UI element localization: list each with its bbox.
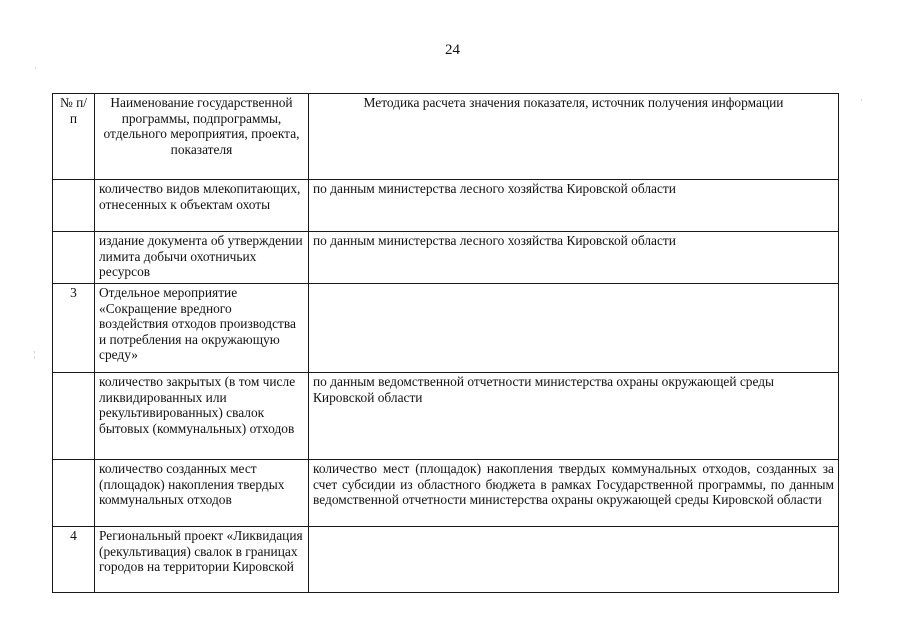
scan-artifact: ¦ — [34, 350, 36, 359]
row-method: по данным ведомственной отчетности министерства охраны окружающей среды Кировской области — [309, 373, 839, 460]
row-method — [309, 527, 839, 593]
header-name: Наименование государственной программы, подпрограммы, отдельного мероприятия, проекта, показателя — [95, 94, 309, 180]
table-header-row — [53, 94, 839, 180]
row-method — [309, 284, 839, 373]
table-row — [53, 460, 839, 527]
row-name: количество видов млекопитающих, отнесенных к объектам охоты — [95, 180, 309, 232]
table-row — [53, 527, 839, 593]
header-method: Методика расчета значения показателя, источник получения информации — [309, 94, 839, 180]
row-number — [53, 232, 95, 284]
page-number: 24 — [445, 42, 460, 58]
row-name: количество созданных мест (площадок) накопления твердых коммунальных отходов — [95, 460, 309, 527]
table-row — [53, 284, 839, 373]
row-method: по данным министерства лесного хозяйства Кировской области — [309, 180, 839, 232]
row-number — [53, 460, 95, 527]
row-number — [53, 373, 95, 460]
indicator-methodology-table — [52, 93, 839, 593]
table-row — [53, 373, 839, 460]
row-number — [53, 180, 95, 232]
row-method: количество мест (площадок) накопления твердых коммунальных отходов, созданных за счет субсидии из областного бюджета в рамках Государственной программы, по данным ведомственной отчетности министерства охраны окружающей среды Кировской области — [309, 460, 839, 527]
row-number: 4 — [53, 527, 95, 593]
row-name: издание документа об утверждении лимита добычи охотничьих ресурсов — [95, 232, 309, 284]
table-row — [53, 180, 839, 232]
row-name: количество закрытых (в том числе ликвидированных или рекультивированных) свалок бытовых (коммунальных) отходов — [95, 373, 309, 460]
row-number: 3 — [53, 284, 95, 373]
scan-artifact: · — [34, 64, 37, 73]
scan-artifact: · — [860, 96, 863, 105]
table-row — [53, 232, 839, 284]
row-method: по данным министерства лесного хозяйства Кировской области — [309, 232, 839, 284]
header-number: № п/п — [53, 94, 95, 180]
row-name: Отдельное мероприятие «Сокращение вредного воздействия отходов производства и потребления на окружающую среду» — [95, 284, 309, 373]
row-name: Региональный проект «Ликвидация (рекультивация) свалок в границах городов на территории Кировской — [95, 527, 309, 593]
